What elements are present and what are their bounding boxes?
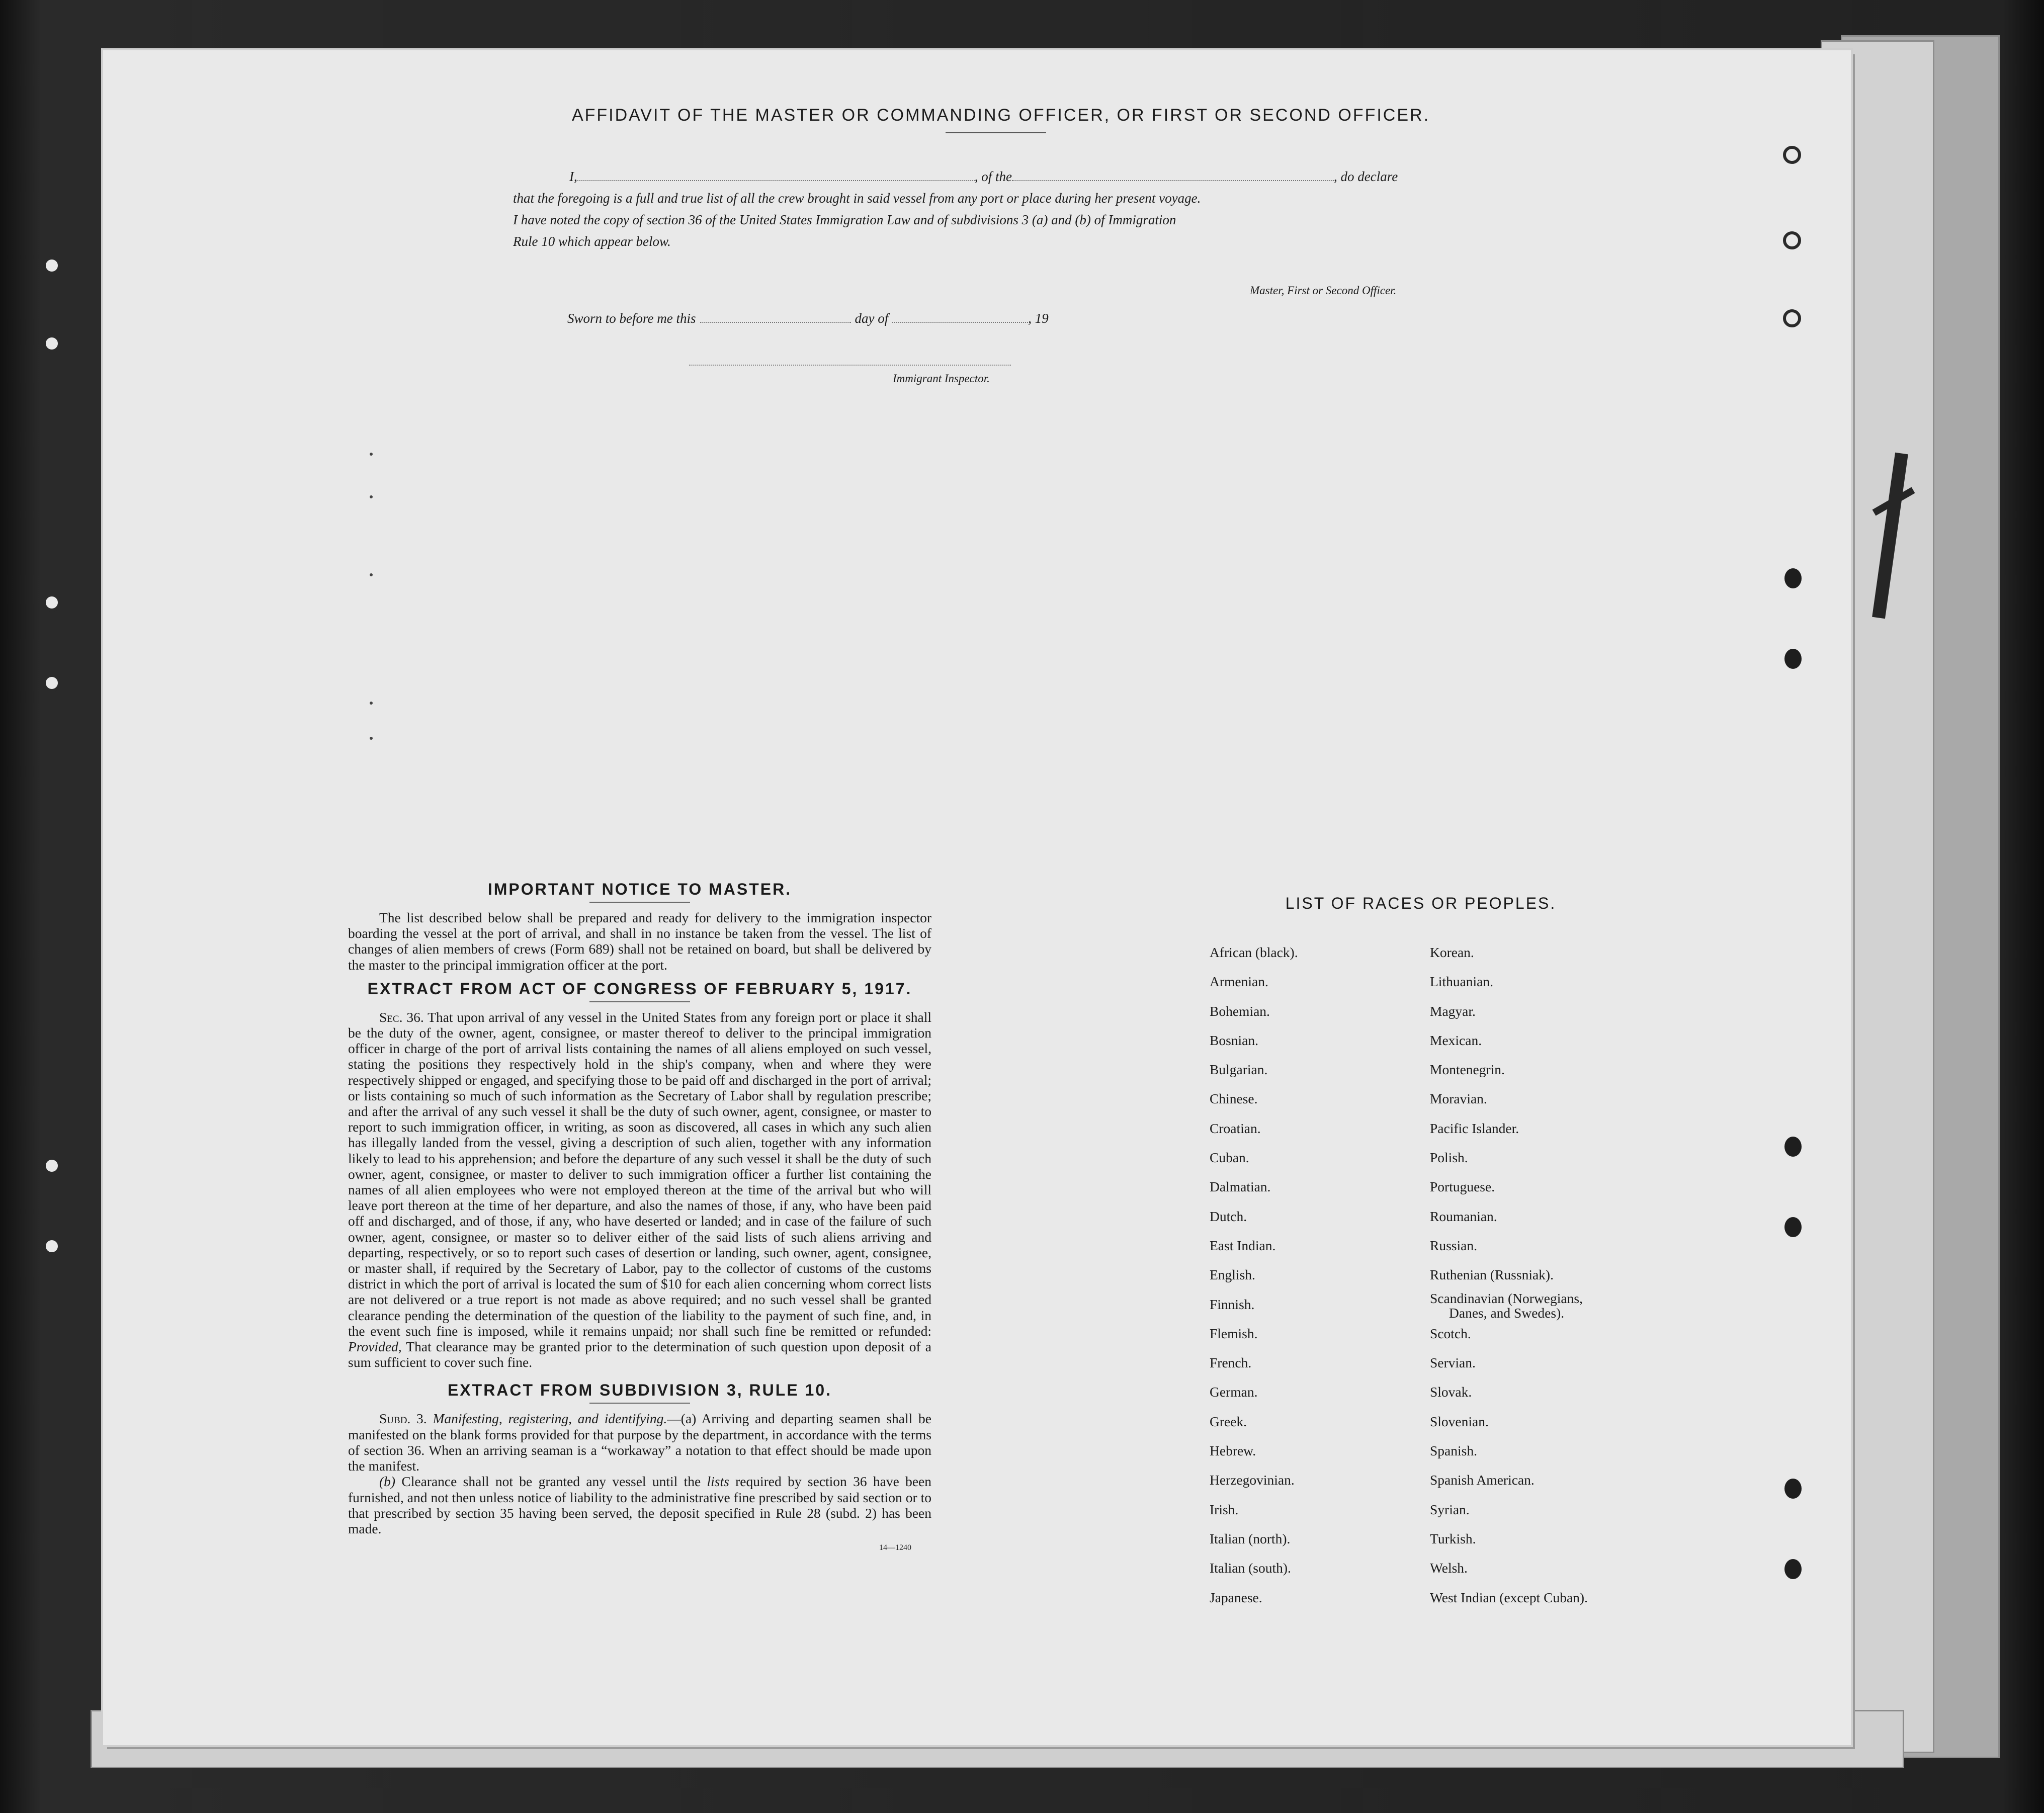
rule-para-a (348, 1411, 931, 1474)
race-label: Portuguese. (1430, 1179, 1495, 1195)
race-label: African (black). (1210, 944, 1298, 960)
sworn-line (567, 311, 1049, 326)
race-item (1210, 1377, 1298, 1407)
binder-hole (1784, 1137, 1802, 1157)
race-item (1430, 1202, 1588, 1231)
affidavit-of-the: , of the (974, 169, 1012, 184)
race-item (1430, 997, 1588, 1026)
race-label: Chinese. (1210, 1091, 1258, 1107)
binder-hole (1784, 568, 1802, 588)
race-label: Finnish. (1210, 1296, 1255, 1312)
race-label-continued: Danes, and Swedes). (1449, 1305, 1565, 1321)
race-item (1430, 1319, 1588, 1348)
race-item (1430, 1348, 1588, 1377)
form-code: 14—1240 (879, 1543, 911, 1552)
race-label: Dutch. (1210, 1208, 1247, 1224)
race-item (1430, 1377, 1588, 1407)
race-item (1210, 1524, 1298, 1553)
race-label: West Indian (except Cuban). (1430, 1589, 1588, 1605)
name-blank (577, 169, 975, 181)
affidavit-title: AFFIDAVIT OF THE MASTER OR COMMANDING OFFICER, OR FIRST OR SECOND OFFICER. (571, 106, 1430, 125)
race-item (1210, 1465, 1298, 1495)
notice-text: The list described below shall be prepared and ready for delivery to the immigration inspector boarding the vessel at the port of arrival, and shall in no instance be taken from the vessel. The list of changes of alien members of crews (Form 689) shall not be retained on board, but shall be delivered by the master to the principal immigration officer at the port. (348, 910, 931, 973)
binder-hole (43, 674, 61, 692)
race-label: Slovak. (1430, 1384, 1472, 1400)
affidavit-line-2: that the foregoing is a full and true list of all the crew brought in said vessel from any port or place during her present voyage. (513, 191, 1201, 206)
section-label: Sec. 36. (379, 1009, 424, 1025)
race-label: Slovenian. (1430, 1413, 1489, 1429)
race-label: Hebrew. (1210, 1443, 1256, 1459)
race-label: Mexican. (1430, 1032, 1482, 1048)
race-label: Scotch. (1430, 1325, 1471, 1341)
rule-para-b (348, 1474, 931, 1536)
race-label: Scandinavian (Norwegians, (1430, 1290, 1583, 1306)
affidavit-line-4: Rule 10 which appear below. (513, 234, 671, 249)
binder-hole (1784, 1479, 1802, 1499)
race-item (1430, 1290, 1588, 1319)
race-item (1430, 1055, 1588, 1084)
race-item (1430, 1436, 1588, 1465)
vessel-blank (1012, 169, 1334, 181)
binder-hole (43, 593, 61, 612)
race-label: Magyar. (1430, 1003, 1476, 1019)
para-b-mark: (b) (379, 1474, 396, 1490)
race-label: Dalmatian. (1210, 1179, 1271, 1195)
section-body: That upon arrival of any vessel in the United States from any foreign port or place it shall be the duty of the owner, agent, consignee, or master thereof to deliver to the principal immigration officer in charge of the port of arrival lists containing the names of all aliens employed on such vessel, stating the positions they respectively hold in the ship's company, when and where they were respectively shipped or engaged, and specifying those to be paid off and discharged in the port of arrival; or lists containing so much of such information as the Secretary of Labor shall by regulation prescribe; and after the arrival of any such vessel it shall be the duty of such owner, agent, consignee, or master to report to such immigration officer, in writing, as soon as discovered, all cases in which any such alien has illegally landed from the vessel, giving a description of such alien, together with any information likely to lead to his apprehension; and before the departure of any such vessel it shall be the duty of such owner, agent, consignee, or master to deliver to such immigration officer a further list containing the names of all alien employees who were not employed thereon at the time of the arrival but who will leave port thereon at the time of her departure, and also the names of those, if any, who have been paid off and discharged, and of those, if any, who have deserted or landed; and in case of the failure of such owner, agent, consignee, or master so to deliver either of the said lists of such aliens arriving and departing, respectively, or so to report such cases of desertion or landing, such owner, agent, consignee, or master shall, if required by the Secretary of Labor, pay to the collector of customs of the customs district in which the port of arrival is located the sum of $10 for each alien concerning whom correct lists are not delivered or a true report is not made as above required; and no such vessel shall be granted clearance pending the determination of the question of the liability to the payment of such fine, and, in the event such fine is imposed, while it remains unpaid; nor shall such fine be remitted or refunded: (348, 1009, 931, 1339)
race-label: Cuban. (1210, 1150, 1249, 1166)
stray-mark (370, 573, 373, 576)
race-item (1210, 997, 1298, 1026)
races-heading: LIST OF RACES OR PEOPLES. (1285, 894, 1557, 912)
race-label: Spanish American. (1430, 1472, 1535, 1488)
act-heading: EXTRACT FROM ACT OF CONGRESS OF FEBRUARY 5, 1917. (367, 979, 912, 998)
para-b-text-2: required by section 36 have been furnished, and not then unless notice of liability to the administrative fine prescribed by said section or to that prescribed by section 35 having been served, the deposit specified in Rule 28 (subd. 2) has been made. (348, 1474, 932, 1536)
race-label: German. (1210, 1384, 1258, 1400)
stray-mark (370, 453, 373, 456)
race-label: Flemish. (1210, 1325, 1258, 1341)
race-label: East Indian. (1210, 1237, 1276, 1253)
race-item (1210, 1143, 1298, 1172)
provided-word: Provided, (348, 1339, 402, 1355)
subd-title: Manifesting, registering, and identifying. (433, 1411, 667, 1427)
races-list-left (1210, 938, 1298, 1612)
race-item (1210, 1172, 1298, 1201)
act-section-36 (348, 1009, 931, 1370)
race-label: Bohemian. (1210, 1003, 1270, 1019)
race-item (1430, 1172, 1588, 1201)
affidavit-i: I, (569, 169, 577, 184)
race-label: Irish. (1210, 1501, 1239, 1517)
race-label: Herzegovinian. (1210, 1472, 1295, 1488)
binder-hole (1784, 649, 1802, 669)
race-item (1430, 1143, 1588, 1172)
month-blank (892, 311, 1028, 323)
stray-mark (370, 495, 373, 498)
race-label: English. (1210, 1267, 1255, 1283)
race-item (1430, 1114, 1588, 1143)
race-item (1430, 938, 1588, 967)
title-rule (946, 132, 1046, 133)
binder-hole (1783, 231, 1801, 249)
race-label: Croatian. (1210, 1120, 1261, 1136)
race-item (1430, 1026, 1588, 1055)
race-label: Japanese. (1210, 1589, 1262, 1605)
races-list-right (1430, 938, 1588, 1612)
binder-hole (1784, 1559, 1802, 1579)
race-item (1210, 1436, 1298, 1465)
heading-rule (589, 902, 690, 903)
race-label: Syrian. (1430, 1501, 1470, 1517)
para-b-lists: lists (707, 1474, 729, 1490)
binder-hole (43, 1157, 61, 1175)
race-label: Lithuanian. (1430, 974, 1494, 990)
binder-hole (1783, 146, 1801, 164)
race-label: Armenian. (1210, 974, 1268, 990)
stray-mark (370, 702, 373, 705)
race-item (1210, 1407, 1298, 1436)
race-label: Montenegrin. (1430, 1062, 1505, 1078)
race-label: Roumanian. (1430, 1208, 1497, 1224)
race-item (1210, 1348, 1298, 1377)
race-label: Polish. (1430, 1150, 1468, 1166)
subd-label: Subd. 3. (379, 1411, 427, 1427)
race-item (1430, 967, 1588, 996)
race-item (1430, 1553, 1588, 1583)
race-label: Italian (north). (1210, 1530, 1291, 1546)
race-label: Bulgarian. (1210, 1062, 1268, 1078)
race-label: Greek. (1210, 1413, 1247, 1429)
master-signature-label: Master, First or Second Officer. (1250, 284, 1397, 297)
rule-heading: EXTRACT FROM SUBDIVISION 3, RULE 10. (447, 1381, 832, 1400)
race-item (1210, 1495, 1298, 1524)
heading-rule (589, 1001, 690, 1002)
affidavit-line-3: I have noted the copy of section 36 of the United States Immigration Law and of subdivisions 3 (a) and (b) of Immigration (513, 212, 1176, 227)
sworn-day-of: day of (855, 311, 889, 326)
race-label: Korean. (1430, 944, 1474, 960)
race-item (1210, 1114, 1298, 1143)
race-label: Servian. (1430, 1355, 1476, 1371)
race-item (1430, 1465, 1588, 1495)
race-label: Ruthenian (Russniak). (1430, 1267, 1554, 1283)
race-item (1430, 1583, 1588, 1612)
affidavit-line-1 (513, 166, 1539, 188)
race-label: Russian. (1430, 1237, 1477, 1253)
race-label: Turkish. (1430, 1530, 1476, 1546)
binder-hole (1783, 309, 1801, 327)
race-item (1210, 1260, 1298, 1289)
binder-hole (43, 256, 61, 275)
affidavit-text (513, 166, 1539, 252)
race-item (1210, 1026, 1298, 1055)
race-item (1210, 1290, 1298, 1319)
race-item (1430, 1407, 1588, 1436)
binder-hole (1784, 1217, 1802, 1237)
race-item (1210, 1084, 1298, 1113)
race-item (1430, 1231, 1588, 1260)
para-a-text: Arriving and departing seamen shall be manifested on the blank forms provided for that purpose by the department, in accordance with the terms of section 36. When an arriving seaman is a “workaway” a notation to that effect should be made upon the manifest. (348, 1411, 931, 1474)
race-item (1430, 1524, 1588, 1553)
race-label: Pacific Islander. (1430, 1120, 1519, 1136)
notice-column (348, 880, 931, 1552)
day-blank (700, 311, 851, 323)
race-item (1210, 1319, 1298, 1348)
race-item (1430, 1260, 1588, 1289)
inspector-signature-line (689, 365, 1011, 366)
race-item (1210, 938, 1298, 967)
race-label: Moravian. (1430, 1091, 1487, 1107)
race-label: French. (1210, 1355, 1252, 1371)
race-item (1210, 1231, 1298, 1260)
race-label: Italian (south). (1210, 1560, 1291, 1576)
race-label: Bosnian. (1210, 1032, 1259, 1048)
race-item (1210, 967, 1298, 996)
sworn-year: , 19 (1028, 311, 1049, 326)
binder-hole (43, 1237, 61, 1255)
race-item (1210, 1055, 1298, 1084)
binder-hole (43, 334, 61, 353)
para-a-mark: —(a) (667, 1411, 697, 1427)
para-b-text-1: Clearance shall not be granted any vessel until the (401, 1474, 701, 1490)
race-item (1210, 1583, 1298, 1612)
notice-heading: IMPORTANT NOTICE TO MASTER. (487, 880, 792, 898)
race-item (1430, 1084, 1588, 1113)
stray-mark (370, 737, 373, 740)
race-item (1430, 1495, 1588, 1524)
heading-rule (589, 1403, 690, 1404)
race-label: Welsh. (1430, 1560, 1468, 1576)
sworn-text: Sworn to before me this (567, 311, 696, 326)
inspector-signature-label: Immigrant Inspector. (893, 372, 990, 385)
race-item (1210, 1202, 1298, 1231)
race-label: Spanish. (1430, 1443, 1477, 1459)
race-item (1210, 1553, 1298, 1583)
section-body-end: That clearance may be granted prior to the determination of such question upon deposit of a sum sufficient to cover such fine. (348, 1339, 931, 1370)
affidavit-declare: , do declare (1334, 169, 1398, 184)
